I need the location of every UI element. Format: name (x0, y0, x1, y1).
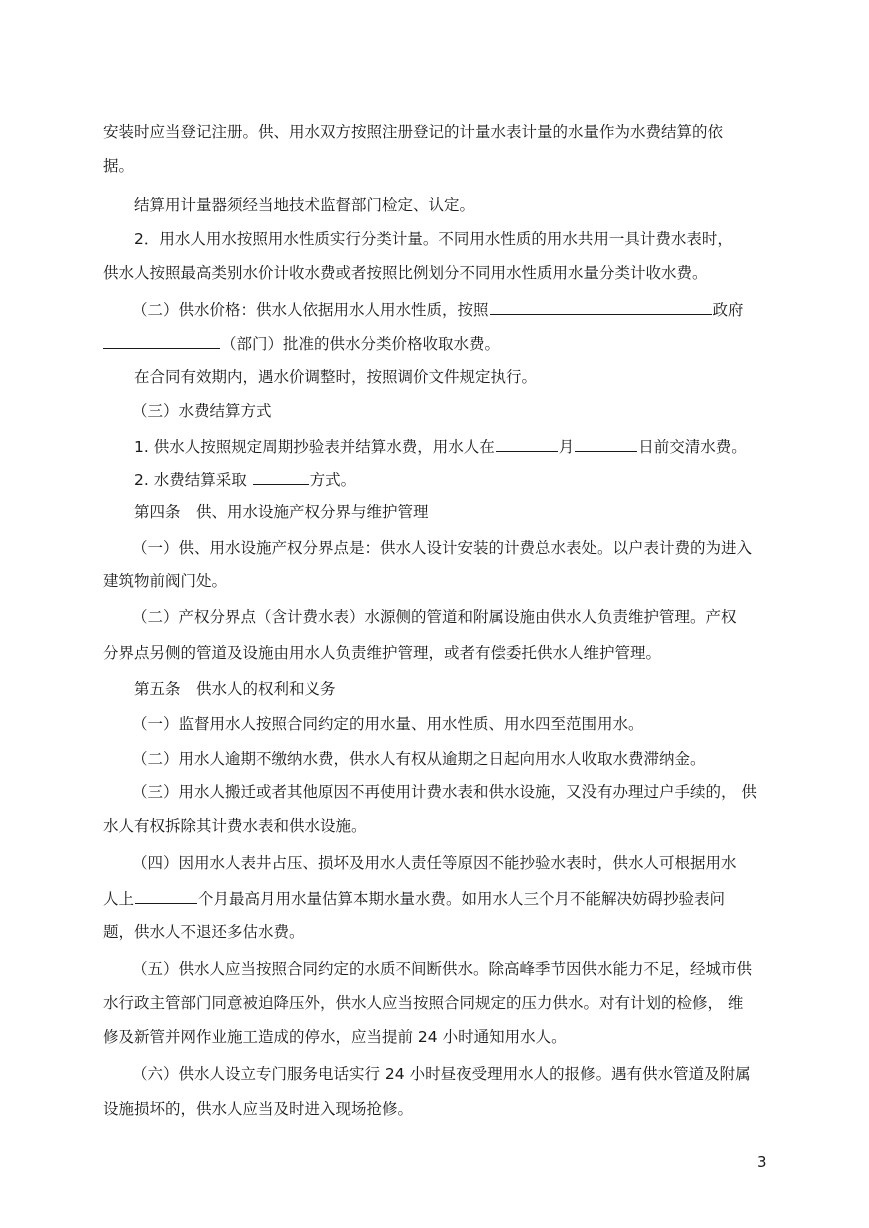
text-line: 2．用水人用水按照用水性质实行分类计量。不同用水性质的用水共用一具计费水表时， (134, 230, 733, 248)
text-segment: 方式。 (309, 471, 357, 489)
text-line: （二）产权分界点（含计费水表）水源侧的管道和附属设施由供水人负责维护管理。产权 (132, 608, 737, 626)
text-line: 在合同有效期内，遇水价调整时，按照调价文件规定执行。 (134, 368, 538, 386)
text-segment: （部门）批准的供水分类价格收取水费。 (221, 335, 501, 353)
section-heading: 第五条 供水人的权利和义务 (134, 680, 336, 698)
text-line (103, 887, 725, 909)
text-line: （二）用水人逾期不缴纳水费，供水人有权从逾期之日起向用水人收取水费滞纳金。 (132, 750, 706, 768)
text-line: 建筑物前阀门处。 (103, 572, 228, 590)
text-segment: 1. 供水人按照规定周期抄验表并结算水费，用水人在 (134, 438, 495, 456)
text-line: 安装时应当登记注册。供、用水双方按照注册登记的计量水表计量的水量作为水费结算的依 (103, 123, 724, 141)
section-heading: 第四条 供、用水设施产权分界与维护管理 (134, 503, 429, 521)
text-line: 设施损坏的，供水人应当及时进入现场抢修。 (103, 1100, 414, 1118)
text-line: 据。 (103, 157, 135, 175)
text-segment: 日前交清水费。 (638, 438, 747, 456)
text-segment: 人上 (103, 890, 135, 908)
text-line: 修及新管并网作业施工造成的停水，应当提前 24 小时通知用水人。 (103, 1028, 567, 1046)
blank-line (135, 887, 197, 904)
text-line: 分界点另侧的管道及设施由用水人负责维护管理，或者有偿委托供水人维护管理。 (103, 644, 662, 662)
text-line (134, 468, 356, 490)
blank-line (490, 298, 712, 315)
text-line: 题，供水人不退还多估水费。 (103, 923, 305, 941)
page-number: 3 (757, 1153, 767, 1171)
text-segment: 政府 (712, 301, 744, 319)
blank-line (103, 332, 220, 349)
text-line (103, 332, 500, 354)
text-line (134, 435, 747, 457)
blank-line (496, 435, 558, 452)
text-segment: （二）供水价格：供水人依据用水人用水性质，按照 (132, 301, 489, 319)
text-line: （三）用水人搬迁或者其他原因不再使用计费水表和供水设施，又没有办理过户手续的， 供 (132, 783, 757, 801)
text-line (132, 298, 744, 320)
text-line: （一）监督用水人按照合同约定的用水量、用水性质、用水四至范围用水。 (132, 715, 644, 733)
text-line: 水行政主管部门同意被迫降压外，供水人应当按照合同规定的压力供水。对有计划的检修， 维 (103, 994, 744, 1012)
text-line: （三）水费结算方式 (132, 402, 272, 420)
blank-line (253, 468, 309, 485)
text-segment: 2. 水费结算采取 (134, 471, 247, 489)
text-line: 供水人按照最高类别水价计收水费或者按照比例划分不同用水性质用水量分类计收水费。 (103, 264, 708, 282)
blank-line (575, 435, 637, 452)
text-line: （五）供水人应当按照合同约定的水质不间断供水。除高峰季节因供水能力不足，经城市供 (132, 960, 753, 978)
text-line: 结算用计量器须经当地技术监督部门检定、认定。 (134, 196, 476, 214)
text-line: 水人有权拆除其计费水表和供水设施。 (103, 817, 367, 835)
text-line: （四）因用水人表井占压、损坏及用水人责任等原因不能抄验水表时，供水人可根据用水 (132, 854, 737, 872)
text-line: （一）供、用水设施产权分界点是：供水人设计安装的计费总水表处。以户表计费的为进入 (132, 539, 753, 557)
text-line: （六）供水人设立专门服务电话实行 24 小时昼夜受理用水人的报修。遇有供水管道及附属 (132, 1065, 751, 1083)
text-segment: 个月最高月用水量估算本期水量水费。如用水人三个月不能解决妨碍抄验表问 (198, 890, 726, 908)
text-segment: 月 (558, 438, 575, 456)
